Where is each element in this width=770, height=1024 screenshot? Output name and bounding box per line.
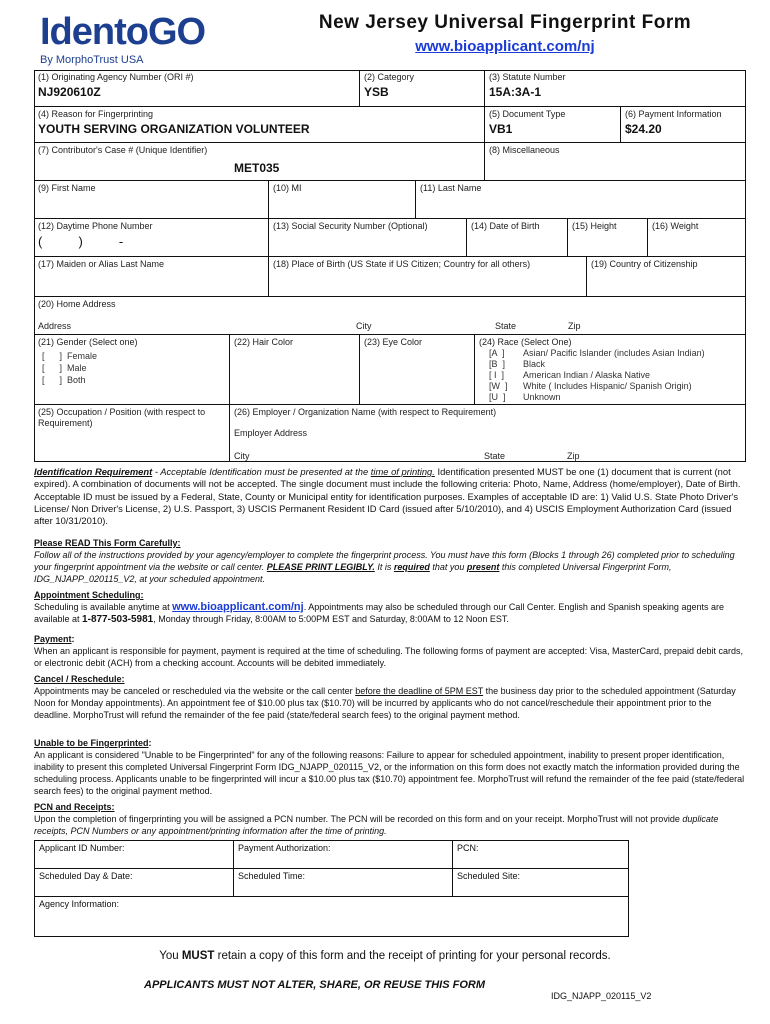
scheduling-c: , Monday through Friday, 8:00AM to 5:00PM EST and Saturday, 8:00AM to 12 Noon EST. (153, 614, 509, 624)
field-statute-label: (3) Statute Number (489, 72, 566, 82)
field-first-name-label: (9) First Name (38, 183, 96, 193)
field-ori-label: (1) Originating Agency Number (ORI #) (38, 72, 194, 82)
field-mi-label: (10) MI (273, 183, 302, 193)
id-requirement-body: Identification presented MUST be one (1) document that is current (not expired). A combination of documents will not be accepted. The single document must include the following criteria: Photo, Name, Address (home/employer), Date of Birth. Acceptable ID must be issued by a Federal, State, County or Municipal entity for identification purposes. Examples of acceptable ID are: 1) Valid U.S. State Photo Driver's License/ Non Driver's License, 2) U.S. Passport, 3) USCIS Permanent Resident ID Card (issued after 5/10/2010), and 4) USCIS Employment Authorization Card (issued after 10/31/2010). (34, 466, 741, 527)
field-height[interactable] (567, 218, 647, 256)
logo-subtitle: By MorphoTrust USA (40, 54, 144, 66)
race-name-american-indian: American Indian / Alaska Native (523, 370, 651, 380)
field-reason-label: (4) Reason for Fingerprinting (38, 109, 154, 119)
logo-text: IdentoGO (40, 11, 206, 53)
read-carefully-present: present (466, 562, 500, 572)
agency-info-cell[interactable] (35, 897, 629, 937)
payment-section: Payment: When an applicant is responsible for payment, payment is required at the time of scheduling. The following forms of payment are accepted: Visa, MasterCard, prepaid debit cards, or electronic debit (ACH) from a checking account. Accounts will be debited immediately. (34, 634, 744, 668)
field-document-type[interactable] (484, 106, 620, 142)
scheduling-b: . Appointments may also be scheduled through our Call Center. English and Spanish speaking agents are available at (34, 602, 724, 624)
race-code-i[interactable]: [ I ] (489, 370, 505, 380)
id-requirement-intro: - Acceptable Identification must be presented at the (152, 466, 371, 477)
gender-male-option[interactable]: [ ] Male (42, 363, 87, 373)
field-maiden-name-label: (17) Maiden or Alias Last Name (38, 259, 165, 269)
scheduling-section (34, 589, 746, 626)
field-race-label: (24) Race (Select One) (479, 337, 572, 347)
gender-both-option[interactable]: [ ] Both (42, 375, 86, 385)
call-center-phone: 1-877-503-5981 (82, 614, 154, 625)
field-reason-value: YOUTH SERVING ORGANIZATION VOLUNTEER (38, 122, 310, 136)
unable-body: An applicant is considered "Unable to be Fingerprinted" for any of the following reasons: Failure to appear for scheduled appointment, inability to present proper identification, inability to present this completed Universal Fingerprint Form IDG_NJAPP_020115_V2, or the information on this form does not exactly match the information provided during the scheduling process. Applicants unable to be fingerprinted will incur a $10.00 plus tax ($10.70) appointment fee. MorphoTrust will refund the remainder of the fee paid (state/federal search fees) to the original payment method. (34, 750, 745, 796)
applicant-id-cell[interactable] (35, 841, 234, 869)
field-eye-color[interactable] (359, 334, 474, 404)
field-statute[interactable] (484, 70, 746, 106)
field-weight[interactable] (647, 218, 746, 256)
field-last-name-label: (11) Last Name (420, 183, 482, 193)
field-ori-value: NJ920610Z (38, 85, 101, 99)
employer-zip-label: Zip (567, 451, 580, 461)
field-miscellaneous-label: (8) Miscellaneous (489, 145, 560, 155)
field-place-of-birth-label: (18) Place of Birth (US State if US Citizen; Country for all others) (273, 259, 531, 269)
cancel-a: Appointments may be canceled or rescheduled via the website or the call center (34, 686, 356, 696)
field-occupation-label: (25) Occupation / Position (with respect to Requirement) (38, 407, 206, 428)
scheduled-time-label: Scheduled Time: (238, 871, 306, 881)
field-document-type-label: (5) Document Type (489, 109, 566, 119)
field-case-number-value: MET035 (234, 161, 280, 175)
cancel-heading: Cancel / Reschedule: (34, 674, 125, 684)
field-miscellaneous[interactable] (484, 142, 746, 180)
field-case-number[interactable] (34, 142, 484, 180)
payment-auth-label: Payment Authorization: (238, 843, 331, 853)
field-home-address-label: (20) Home Address (38, 299, 116, 309)
field-home-address[interactable] (34, 296, 746, 334)
race-name-black: Black (523, 359, 546, 369)
unable-heading: Unable to be Fingerprinted (34, 738, 149, 748)
read-carefully-print: PLEASE PRINT LEGIBLY. (266, 562, 375, 572)
gender-female-option[interactable]: [ ] Female (42, 351, 98, 361)
race-code-w[interactable]: [W ] (489, 381, 508, 391)
home-address-city-label: City (356, 321, 372, 331)
race-name-asian: Asian/ Pacific Islander (includes Asian Indian) (523, 348, 705, 358)
pcn-italic: duplicate receipts, PCN Numbers or any appointment/printing information after the time of printing. (34, 814, 719, 836)
race-code-a[interactable]: [A ] (489, 348, 505, 358)
home-address-street-label: Address (38, 321, 72, 331)
employer-state-label: State (484, 451, 506, 461)
field-weight-label: (16) Weight (652, 221, 699, 231)
cancel-deadline: before the deadline of 5PM EST (355, 686, 484, 696)
field-ori[interactable] (34, 70, 359, 106)
field-citizenship-label: (19) Country of Citizenship (591, 259, 698, 269)
pcn-a: Upon the completion of fingerprinting you will be assigned a PCN number. The PCN will be recorded on this form and on your receipt. MorphoTrust will not provide (34, 814, 683, 824)
field-ssn[interactable] (268, 218, 466, 256)
form-url-link[interactable]: www.bioapplicant.com/nj (415, 38, 595, 55)
field-phone[interactable] (34, 218, 268, 256)
read-carefully-required: required (393, 562, 430, 572)
payment-body: When an applicant is responsible for payment, payment is required at the time of scheduling. The following forms of payment are accepted: Visa, MasterCard, prepaid debit cards, or electronic debit (ACH) from a checking account. Accounts will be debited immediately. (34, 646, 744, 668)
field-gender[interactable] (34, 334, 229, 404)
pcn-cell[interactable] (453, 841, 629, 869)
field-statute-value: 15A:3A-1 (489, 85, 542, 99)
scheduled-day-label: Scheduled Day & Date: (39, 871, 133, 881)
cancel-b: the business day prior to the scheduled appointment (Saturday Noon for Monday appointments). An appointment fee of $10.00 plus tax ($10.70) will be incurred by applicants who do not cancel/reschedule their appointment prior to the deadline. MorphoTrust will refund the remainder of the fee paid (state/federal search fees) to the original payment method. (34, 686, 736, 720)
pcn-label: PCN: (457, 843, 479, 853)
scheduled-day-cell[interactable] (35, 869, 234, 897)
field-employer-label: (26) Employer / Organization Name (with respect to Requirement) (234, 407, 497, 417)
pcn-heading: PCN and Receipts: (34, 802, 115, 812)
form-id-code: IDG_NJAPP_020115_V2 (551, 991, 652, 1001)
field-payment-info-value: $24.20 (625, 122, 662, 136)
scheduling-url-link[interactable]: www.bioapplicant.com/nj (172, 601, 304, 613)
read-carefully-section (34, 537, 746, 585)
scheduling-a: Scheduling is available anytime at (34, 602, 173, 612)
field-place-of-birth[interactable] (268, 256, 586, 296)
field-payment-info-label: (6) Payment Information (625, 109, 722, 119)
scheduled-time-cell[interactable] (234, 869, 453, 897)
race-name-unknown: Unknown (523, 392, 561, 402)
field-document-type-value: VB1 (489, 122, 513, 136)
form-title: New Jersey Universal Fingerprint Form (318, 12, 692, 33)
race-code-u[interactable]: [U ] (489, 392, 506, 402)
read-carefully-b: It is (374, 562, 394, 572)
field-category[interactable] (359, 70, 484, 106)
field-eye-color-label: (23) Eye Color (364, 337, 423, 347)
field-phone-value: ( ) - (38, 234, 124, 249)
field-first-name[interactable] (34, 180, 268, 218)
field-hair-color[interactable] (229, 334, 359, 404)
race-name-white: White ( Includes Hispanic/ Spanish Origin) (523, 381, 692, 391)
read-carefully-c: that you (429, 562, 467, 572)
identification-requirement (34, 466, 746, 527)
payment-heading: Payment (34, 634, 72, 644)
applicant-id-label: Applicant ID Number: (39, 843, 125, 853)
field-occupation[interactable] (34, 404, 229, 462)
scheduled-site-label: Scheduled Site: (457, 871, 521, 881)
read-carefully-a: Follow all of the instructions provided by your agency/employer to complete the fingerprint process. You must have this form (Blocks 1 through 26) completed prior to scheduling your fingerprint appointment via the website or call center. (34, 550, 735, 572)
read-carefully-d: this completed Universal Fingerprint Form, IDG_NJAPP_020115_V2, at your scheduled appointment. (34, 562, 672, 584)
pcn-section (34, 801, 746, 837)
field-dob[interactable] (466, 218, 567, 256)
identogo-logo (40, 12, 220, 68)
field-reason[interactable] (34, 106, 484, 142)
agency-info-label: Agency Information: (39, 899, 120, 909)
field-maiden-name[interactable] (34, 256, 268, 296)
field-mi[interactable] (268, 180, 415, 218)
field-case-number-label: (7) Contributor's Case # (Unique Identifier) (38, 145, 208, 155)
race-code-b[interactable]: [B ] (489, 359, 506, 369)
field-height-label: (15) Height (572, 221, 617, 231)
field-gender-label: (21) Gender (Select one) (38, 337, 138, 347)
employer-address-label: Employer Address (234, 428, 308, 438)
scheduling-heading: Appointment Scheduling: (34, 590, 144, 600)
field-citizenship[interactable] (586, 256, 746, 296)
read-carefully-heading: Please READ This Form Carefully: (34, 538, 181, 548)
do-not-alter-notice: APPLICANTS MUST NOT ALTER, SHARE, OR REUSE THIS FORM (144, 979, 486, 991)
home-address-zip-label: Zip (568, 321, 581, 331)
field-payment-info[interactable] (620, 106, 746, 142)
scheduled-site-cell[interactable] (453, 869, 629, 897)
office-use-table (34, 840, 629, 937)
retain-copy-notice: You MUST retain a copy of this form and the receipt of printing for your personal records. (159, 950, 611, 962)
field-phone-label: (12) Daytime Phone Number (38, 221, 153, 231)
field-employer[interactable] (229, 404, 746, 462)
field-category-value: YSB (364, 85, 389, 99)
id-requirement-time: time of printing. (370, 466, 435, 477)
field-hair-color-label: (22) Hair Color (234, 337, 294, 347)
field-category-label: (2) Category (364, 72, 415, 82)
cancel-section (34, 673, 746, 721)
unable-section: Unable to be Fingerprinted: An applicant is considered "Unable to be Fingerprinted" for any of the following reasons: Failure to appear for scheduled appointment, inability to present proper identification, inability to present this completed Universal Fingerprint Form IDG_NJAPP_020115_V2, or the information on this form does not exactly match the information provided during the scheduling process. Applicants unable to be fingerprinted will incur a $10.00 plus tax ($10.70) appointment fee. MorphoTrust will refund the remainder of the fee paid (state/federal search fees) to the original payment method. (34, 738, 745, 796)
field-race[interactable] (474, 334, 746, 404)
payment-auth-cell[interactable] (234, 841, 453, 869)
field-ssn-label: (13) Social Security Number (Optional) (273, 221, 428, 231)
employer-city-label: City (234, 451, 250, 461)
field-last-name[interactable] (415, 180, 746, 218)
id-requirement-heading: Identification Requirement (34, 466, 153, 477)
field-dob-label: (14) Date of Birth (471, 221, 540, 231)
home-address-state-label: State (495, 321, 517, 331)
